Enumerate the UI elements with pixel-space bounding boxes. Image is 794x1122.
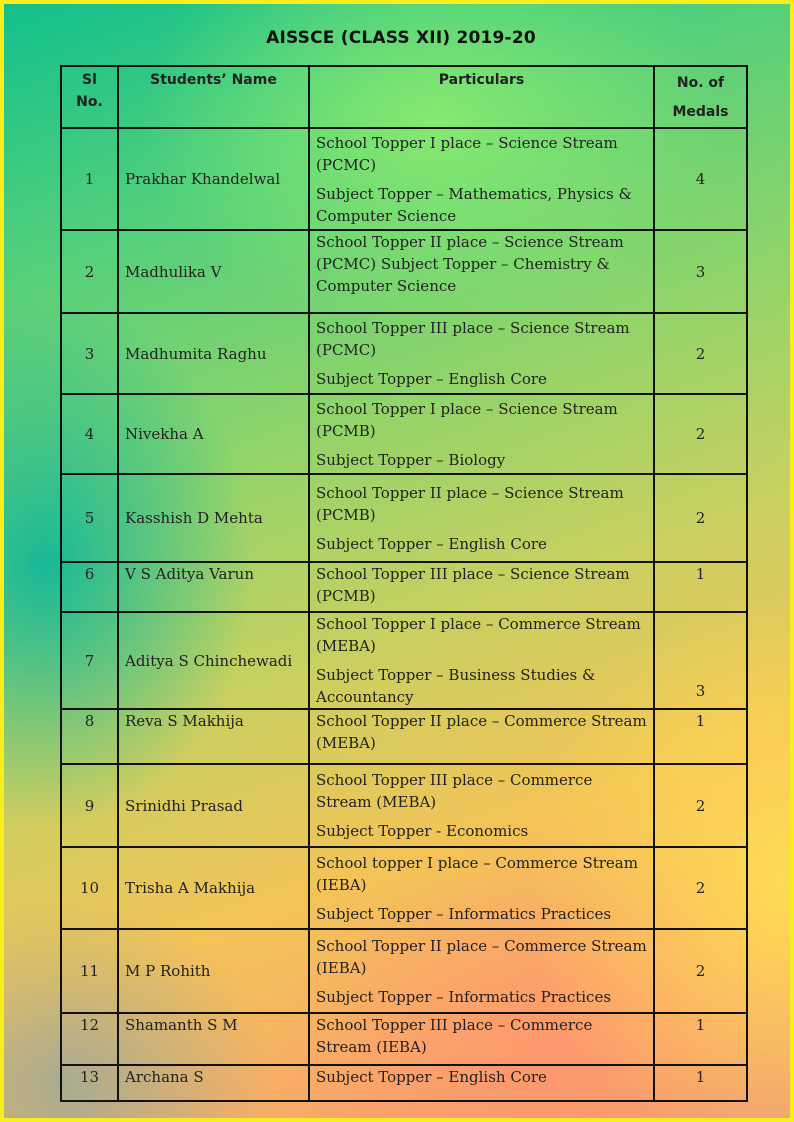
table-row [61, 394, 747, 474]
particulars-cell [309, 847, 654, 929]
sl-cell: 7 [61, 612, 118, 709]
particular-line: School Topper III place – Commerce Stream (MEBA) [316, 771, 593, 811]
particulars-cell [309, 474, 654, 562]
medals-cell: 2 [654, 764, 747, 847]
table-row [61, 1065, 747, 1101]
particulars-cell [309, 1065, 654, 1101]
sl-cell: 12 [61, 1013, 118, 1065]
sl-cell: 1 [61, 128, 118, 230]
particulars-cell [309, 612, 654, 709]
particulars-cell [309, 394, 654, 474]
sl-cell: 2 [61, 230, 118, 313]
particulars-cell [309, 1013, 654, 1065]
table-row [61, 847, 747, 929]
table-row [61, 313, 747, 394]
particulars-cell [309, 562, 654, 612]
medals-cell: 1 [654, 709, 747, 764]
particular-line: Subject Topper – English Core [316, 534, 547, 553]
particular-line: Subject Topper – English Core [316, 370, 547, 388]
sl-cell: 10 [61, 847, 118, 929]
medals-cell: 1 [654, 562, 747, 612]
particular-line: School Topper II place – Commerce Stream (IEBA) [316, 936, 647, 977]
particular-line: School topper I place – Commerce Stream (IEBA) [316, 853, 638, 894]
header-particulars: Particulars [309, 66, 654, 128]
sl-cell: 3 [61, 313, 118, 394]
name-cell: Prakhar Khandelwal [118, 128, 309, 230]
sl-cell: 5 [61, 474, 118, 562]
medals-cell: 4 [654, 128, 747, 230]
name-cell: Reva S Makhija [118, 709, 309, 764]
name-cell: Shamanth S M [118, 1013, 309, 1065]
particular-line: School Topper II place – Science Stream (PCMB) [316, 483, 624, 524]
particular-line: Subject Topper - Economics [316, 822, 529, 840]
name-cell: Madhulika V [118, 230, 309, 313]
sl-cell: 13 [61, 1065, 118, 1101]
medals-cell: 2 [654, 847, 747, 929]
sl-cell: 11 [61, 929, 118, 1013]
table-row [61, 562, 747, 612]
name-cell: Aditya S Chinchewadi [118, 612, 309, 709]
sl-cell: 9 [61, 764, 118, 847]
particular-line: Subject Topper – Mathematics, Physics & Computer Science [316, 184, 632, 225]
header-medals: No. of Medals [654, 66, 747, 128]
particular-line: School Topper I place – Commerce Stream (MEBA) [316, 615, 641, 655]
particulars-cell [309, 709, 654, 764]
particular-line: Subject Topper – Informatics Practices [316, 904, 612, 923]
particular-line: School Topper I place – Science Stream (PCMC) [316, 133, 618, 174]
medals-cell: 2 [654, 929, 747, 1013]
particular-line: School Topper II place – Commerce Stream (MEBA) [316, 712, 647, 752]
particular-line: School Topper III place – Commerce Stream (IEBA) [316, 1016, 593, 1056]
table-row [61, 230, 747, 313]
sl-cell: 6 [61, 562, 118, 612]
medals-table [60, 65, 748, 1102]
sl-cell: 4 [61, 394, 118, 474]
medals-cell: 2 [654, 394, 747, 474]
medals-cell: 2 [654, 474, 747, 562]
table-row [61, 929, 747, 1013]
table-row [61, 709, 747, 764]
header-name: Students’ Name [118, 66, 309, 128]
table-row [61, 128, 747, 230]
particular-line: School Topper III place – Science Stream (PCMB) [316, 565, 630, 605]
table-row [61, 612, 747, 709]
particular-line: School Topper III place – Science Stream (PCMC) [316, 319, 630, 359]
particular-line: Subject Topper – Business Studies & Accountancy [316, 666, 596, 706]
particulars-cell [309, 230, 654, 313]
name-cell: V S Aditya Varun [118, 562, 309, 612]
particular-line: Subject Topper – Biology [316, 450, 506, 469]
table-row [61, 474, 747, 562]
name-cell: Srinidhi Prasad [118, 764, 309, 847]
table-row [61, 764, 747, 847]
sl-cell: 8 [61, 709, 118, 764]
particular-line: School Topper II place – Science Stream (PCMC) Subject Topper – Chemistry & Computer Science [316, 233, 624, 295]
particular-line: Subject Topper – English Core [316, 1068, 547, 1086]
name-cell: Madhumita Raghu [118, 313, 309, 394]
header-row [61, 66, 747, 128]
particulars-cell [309, 128, 654, 230]
name-cell: Archana S [118, 1065, 309, 1101]
name-cell: Nivekha A [118, 394, 309, 474]
medals-cell: 3 [654, 230, 747, 313]
page-title: AISSCE (CLASS XII) 2019-20 [266, 28, 536, 48]
medals-cell: 1 [654, 1013, 747, 1065]
name-cell: M P Rohith [118, 929, 309, 1013]
medals-cell: 2 [654, 313, 747, 394]
particular-line: Subject Topper – Informatics Practices [316, 987, 612, 1006]
particulars-cell [309, 764, 654, 847]
header-sl: Sl No. [61, 66, 118, 128]
name-cell: Kasshish D Mehta [118, 474, 309, 562]
name-cell: Trisha A Makhija [118, 847, 309, 929]
particulars-cell [309, 313, 654, 394]
table-row [61, 1013, 747, 1065]
particular-line: School Topper I place – Science Stream (PCMB) [316, 399, 618, 440]
medals-cell: 3 [654, 612, 747, 709]
particulars-cell [309, 929, 654, 1013]
medals-cell: 1 [654, 1065, 747, 1101]
